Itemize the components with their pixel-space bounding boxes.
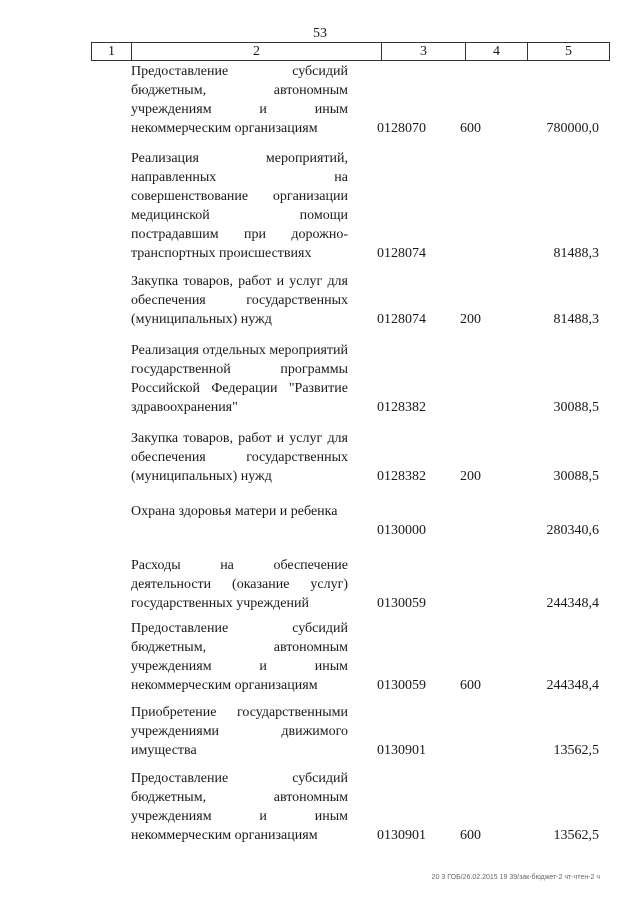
- table-header: [91, 42, 610, 61]
- column-header-1: 1: [92, 43, 132, 60]
- row-description: Закупка товаров, работ и услуг для обеспечения государственных (муниципальных) нужд: [131, 274, 348, 327]
- row-description: Приобретение государственными учреждениями движимого имущества: [131, 705, 348, 758]
- column-header-2: 2: [132, 43, 382, 60]
- row-amount: 13562,5: [553, 828, 599, 843]
- row-amount: 81488,3: [553, 246, 599, 261]
- row-amount: 13562,5: [553, 743, 599, 758]
- row-code: 0128382: [377, 469, 426, 484]
- row-description: Предоставление субсидий бюджетным, автономным учреждениям и иным некоммерческим организациям: [131, 621, 348, 693]
- row-code: 0128074: [377, 246, 426, 261]
- page-number: 53: [313, 26, 327, 41]
- row-amount: 30088,5: [553, 400, 599, 415]
- row-expense-type: 600: [460, 121, 481, 136]
- row-amount: 780000,0: [546, 121, 599, 136]
- row-code: 0130000: [377, 523, 426, 538]
- row-amount: 81488,3: [553, 312, 599, 327]
- row-code: 0130901: [377, 828, 426, 843]
- row-description: Предоставление субсидий бюджетным, автономным учреждениям и иным некоммерческим организациям: [131, 64, 348, 136]
- row-code: 0128070: [377, 121, 426, 136]
- column-header-4: 4: [466, 43, 528, 60]
- row-description: Охрана здоровья матери и ребенка: [131, 504, 338, 519]
- row-description: Закупка товаров, работ и услуг для обеспечения государственных (муниципальных) нужд: [131, 431, 348, 484]
- row-amount: 280340,6: [546, 523, 599, 538]
- row-amount: 244348,4: [546, 678, 599, 693]
- column-header-3: 3: [382, 43, 466, 60]
- row-description: Реализация мероприятий, направленных на совершенствование организации медицинской помощи пострадавшим при дорожно-транспортных происшествиях: [131, 151, 348, 261]
- row-expense-type: 200: [460, 469, 481, 484]
- row-expense-type: 200: [460, 312, 481, 327]
- row-amount: 244348,4: [546, 596, 599, 611]
- row-code: 0128382: [377, 400, 426, 415]
- document-footer: 20 3 ГОБ/26.02.2015 19 39/зак-бюджет-2 чт-чтен-2 ч: [431, 874, 600, 881]
- row-code: 0130059: [377, 678, 426, 693]
- row-description: Предоставление субсидий бюджетным, автономным учреждениям и иным некоммерческим организациям: [131, 771, 348, 843]
- row-expense-type: 600: [460, 828, 481, 843]
- row-amount: 30088,5: [553, 469, 599, 484]
- row-description: Реализация отдельных мероприятий государственной программы Российской Федерации "Развитие здравоохранения": [131, 343, 348, 415]
- row-expense-type: 600: [460, 678, 481, 693]
- row-code: 0130901: [377, 743, 426, 758]
- row-description: Расходы на обеспечение деятельности (оказание услуг) государственных учреждений: [131, 558, 348, 611]
- row-code: 0130059: [377, 596, 426, 611]
- row-code: 0128074: [377, 312, 426, 327]
- column-header-5: 5: [565, 44, 572, 59]
